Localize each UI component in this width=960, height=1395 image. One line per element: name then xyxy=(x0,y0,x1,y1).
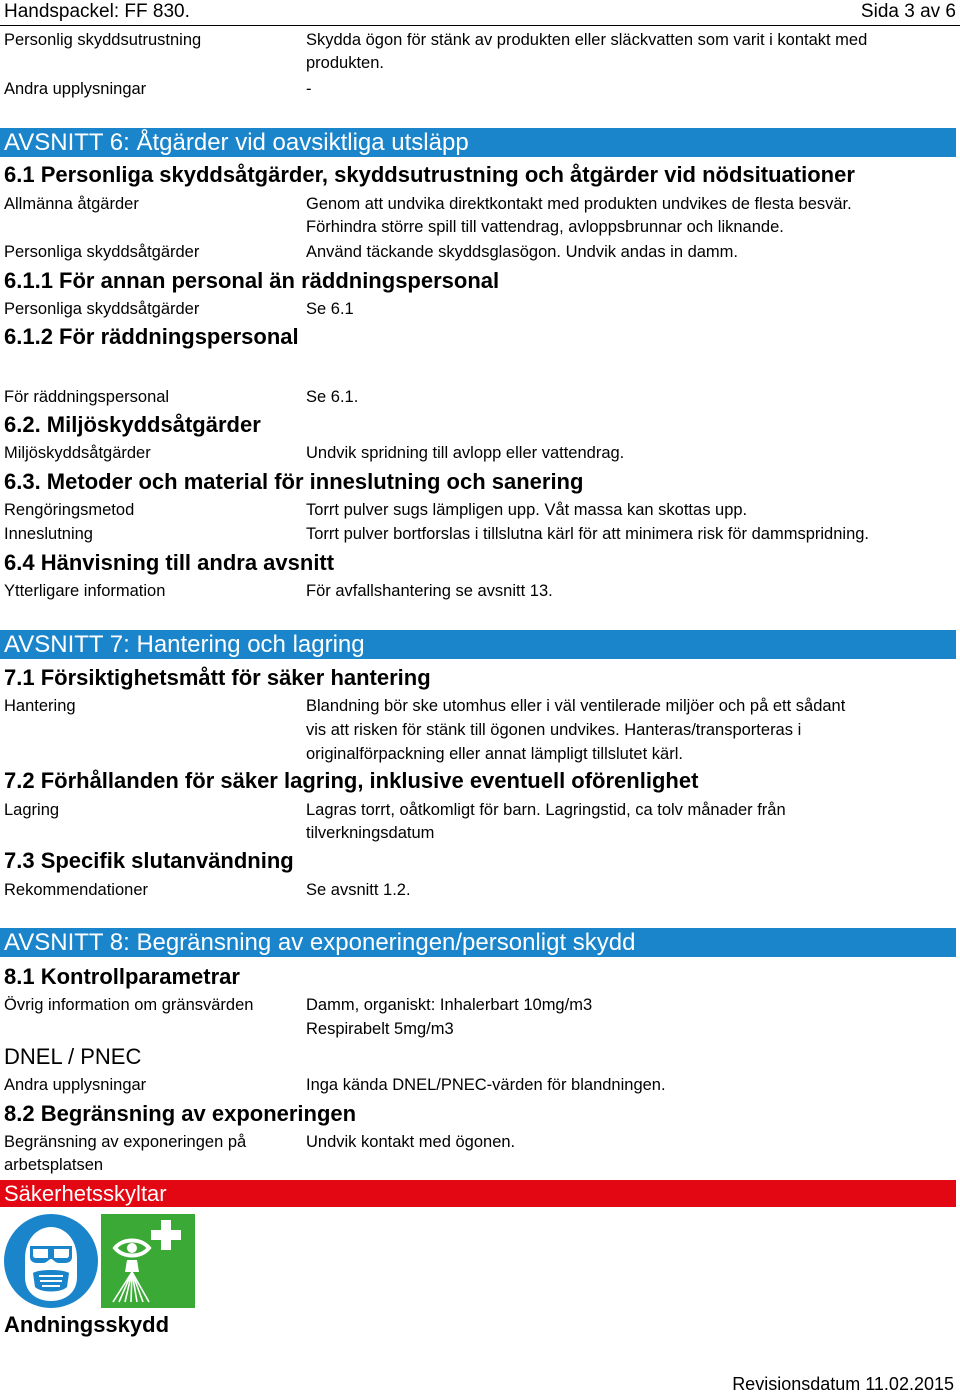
section-8-bar: AVSNITT 8: Begränsning av exponeringen/personligt skydd xyxy=(0,928,956,957)
more-info-label: Ytterligare information xyxy=(4,582,166,600)
workplace-label-line2: arbetsplatsen xyxy=(4,1156,104,1174)
heading-7-2: 7.2 Förhållanden för säker lagring, inklusive eventuell oförenlighet xyxy=(4,768,699,793)
dnel-other-label: Andra upplysningar xyxy=(4,1076,147,1094)
recommendations-label: Rekommendationer xyxy=(4,881,148,899)
personal-measures-label: Personliga skyddsåtgärder xyxy=(4,243,200,261)
heading-dnel-pnec: DNEL / PNEC xyxy=(4,1044,142,1069)
heading-6-4: 6.4 Hänvisning till andra avsnitt xyxy=(4,550,335,575)
eyewash-sign-icon xyxy=(101,1214,195,1308)
heading-6-1-2: 6.1.2 För räddningspersonal xyxy=(4,324,299,349)
rescue-value: Se 6.1. xyxy=(306,388,359,406)
handling-line3: originalförpackning eller annat lämpligt tillslutet kärl. xyxy=(306,745,683,763)
goggles-respirator-sign-icon xyxy=(3,1213,99,1309)
workplace-label-line1: Begränsning av exponeringen på xyxy=(4,1133,247,1151)
handling-label: Hantering xyxy=(4,697,76,715)
personal-measures-value: Använd täckande skyddsglasögon. Undvik andas in damm. xyxy=(306,243,739,261)
limits-label: Övrig information om gränsvärden xyxy=(4,996,254,1014)
env-label: Miljöskyddsåtgärder xyxy=(4,444,151,462)
rescue-label: För räddningspersonal xyxy=(4,388,170,406)
handling-line1: Blandning bör ske utomhus eller i väl ventilerade miljöer och på ett sådant xyxy=(306,697,846,715)
workplace-value: Undvik kontakt med ögonen. xyxy=(306,1133,516,1151)
ppe-value-line2: produkten. xyxy=(306,54,384,72)
recommendations-value: Se avsnitt 1.2. xyxy=(306,881,411,899)
general-measures-line1: Genom att undvika direktkontakt med produkten undvikes de flesta besvär. xyxy=(306,195,852,213)
general-measures-line2: Förhindra större spill till vattendrag, avloppsbrunnar och liknande. xyxy=(306,218,784,236)
heading-7-3: 7.3 Specifik slutanvändning xyxy=(4,848,294,873)
general-measures-label: Allmänna åtgärder xyxy=(4,195,139,213)
more-info-value: För avfallshantering se avsnitt 13. xyxy=(306,582,553,600)
p611-value: Se 6.1 xyxy=(306,300,354,318)
safety-signs-bar: Säkerhetsskyltar xyxy=(0,1180,956,1207)
section-7-bar: AVSNITT 7: Hantering och lagring xyxy=(0,630,956,659)
other-info-label: Andra upplysningar xyxy=(4,80,147,98)
heading-6-1-1: 6.1.1 För annan personal än räddningspersonal xyxy=(4,268,500,293)
heading-7-1: 7.1 Försiktighetsmått för säker hantering xyxy=(4,665,431,690)
document-title: Handspackel: FF 830. xyxy=(4,1,190,22)
dnel-other-value: Inga kända DNEL/PNEC-värden för blandningen. xyxy=(306,1076,666,1094)
env-value: Undvik spridning till avlopp eller vattendrag. xyxy=(306,444,625,462)
storage-label: Lagring xyxy=(4,801,60,819)
ppe-label: Personlig skyddsutrustning xyxy=(4,31,202,49)
storage-line2: tilverkningsdatum xyxy=(306,824,435,842)
ppe-value-line1: Skydda ögon för stänk av produkten eller släckvatten som varit i kontakt med xyxy=(306,31,868,49)
clean-label: Rengöringsmetod xyxy=(4,501,135,519)
storage-line1: Lagras torrt, oåtkomligt för barn. Lagringstid, ca tolv månader från xyxy=(306,801,786,819)
page-number: Sida 3 av 6 xyxy=(860,1,956,22)
header-rule xyxy=(0,25,960,26)
contain-value: Torrt pulver bortforslas i tillslutna kärl för att minimera risk för dammspridning. xyxy=(306,525,870,543)
respiratory-protection-heading: Andningsskydd xyxy=(4,1312,170,1337)
contain-label: Inneslutning xyxy=(4,525,93,543)
heading-8-1: 8.1 Kontrollparametrar xyxy=(4,964,240,989)
heading-6-3: 6.3. Metoder och material för inneslutning och sanering xyxy=(4,469,584,494)
heading-6-2: 6.2. Miljöskyddsåtgärder xyxy=(4,412,261,437)
section-6-bar: AVSNITT 6: Åtgärder vid oavsiktliga utsläpp xyxy=(0,128,956,157)
clean-value: Torrt pulver sugs lämpligen upp. Våt massa kan skottas upp. xyxy=(306,501,748,519)
limits-line2: Respirabelt 5mg/m3 xyxy=(306,1020,454,1038)
heading-8-2: 8.2 Begränsning av exponeringen xyxy=(4,1101,357,1126)
limits-line1: Damm, organiskt: Inhalerbart 10mg/m3 xyxy=(306,996,593,1014)
revision-date: Revisionsdatum 11.02.2015 xyxy=(732,1374,954,1394)
handling-line2: vis att risken för stänk till ögonen undvikes. Hanteras/transporteras i xyxy=(306,721,802,739)
p611-label: Personliga skyddsåtgärder xyxy=(4,300,200,318)
other-info-value: - xyxy=(306,80,312,98)
heading-6-1: 6.1 Personliga skyddsåtgärder, skyddsutrustning och åtgärder vid nödsituationer xyxy=(4,162,855,187)
